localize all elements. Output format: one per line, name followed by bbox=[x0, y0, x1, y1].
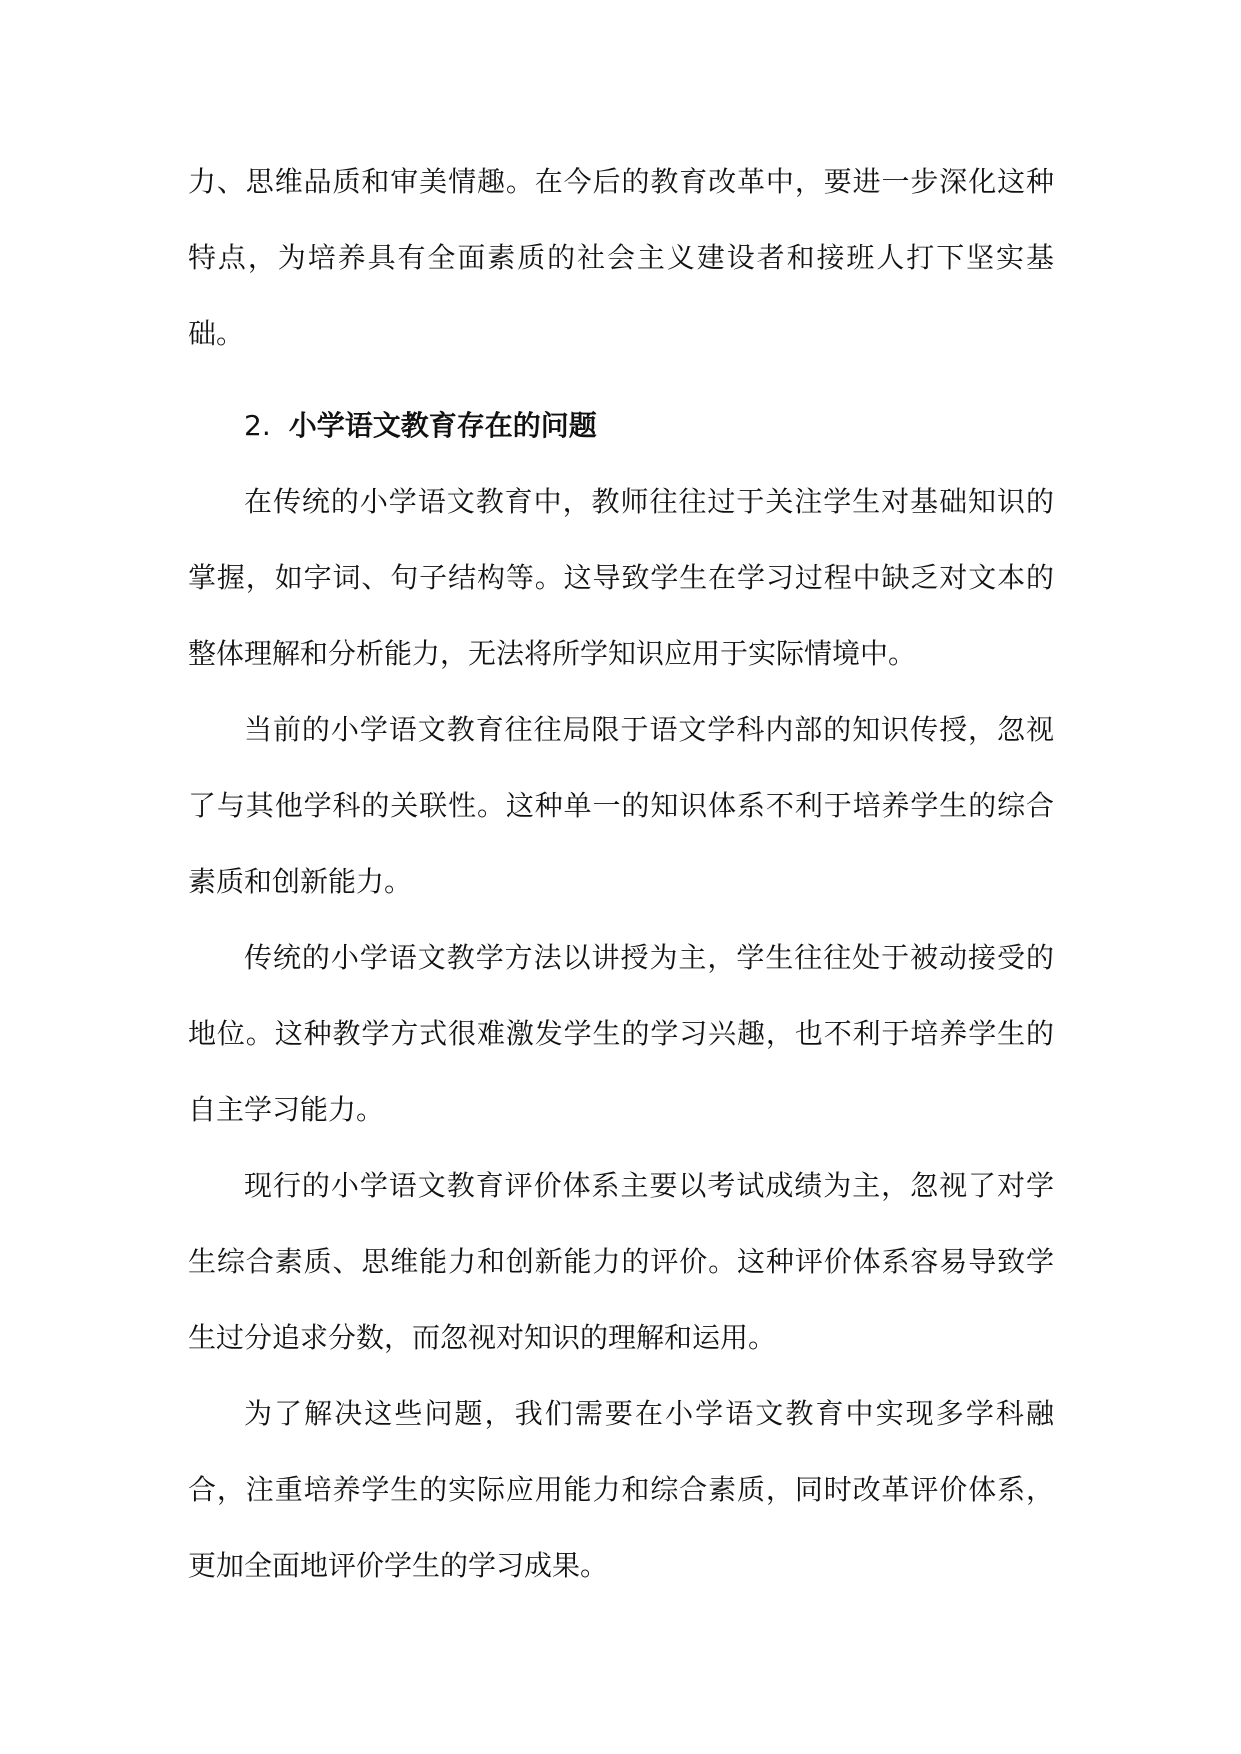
paragraph-3: 传统的小学语文教学方法以讲授为主，学生往往处于被动接受的地位。这种教学方式很难激发学生的学习兴趣，也不利于培养学生的自主学习能力。 bbox=[188, 941, 1054, 1126]
paragraph-4: 现行的小学语文教育评价体系主要以考试成绩为主，忽视了对学生综合素质、思维能力和创新能力的评价。这种评价体系容易导致学生过分追求分数，而忽视对知识的理解和运用。 bbox=[188, 1169, 1054, 1354]
paragraph-2: 当前的小学语文教育往往局限于语文学科内部的知识传授，忽视了与其他学科的关联性。这种单一的知识体系不利于培养学生的综合素质和创新能力。 bbox=[188, 713, 1054, 898]
section-heading bbox=[188, 388, 1054, 464]
paragraph-5: 为了解决这些问题，我们需要在小学语文教育中实现多学科融合，注重培养学生的实际应用能力和综合素质，同时改革评价体系，更加全面地评价学生的学习成果。 bbox=[188, 1397, 1054, 1582]
paragraph-1: 在传统的小学语文教育中，教师往往过于关注学生对基础知识的掌握，如字词、句子结构等。这导致学生在学习过程中缺乏对文本的整体理解和分析能力，无法将所学知识应用于实际情境中。 bbox=[188, 485, 1054, 670]
continued-paragraph: 力、思维品质和审美情趣。在今后的教育改革中，要进一步深化这种特点，为培养具有全面素质的社会主义建设者和接班人打下坚实基础。 bbox=[188, 165, 1054, 350]
document-body bbox=[188, 144, 1054, 1604]
section-title: 小学语文教育存在的问题 bbox=[288, 409, 597, 442]
section-number: 2. bbox=[244, 409, 271, 442]
